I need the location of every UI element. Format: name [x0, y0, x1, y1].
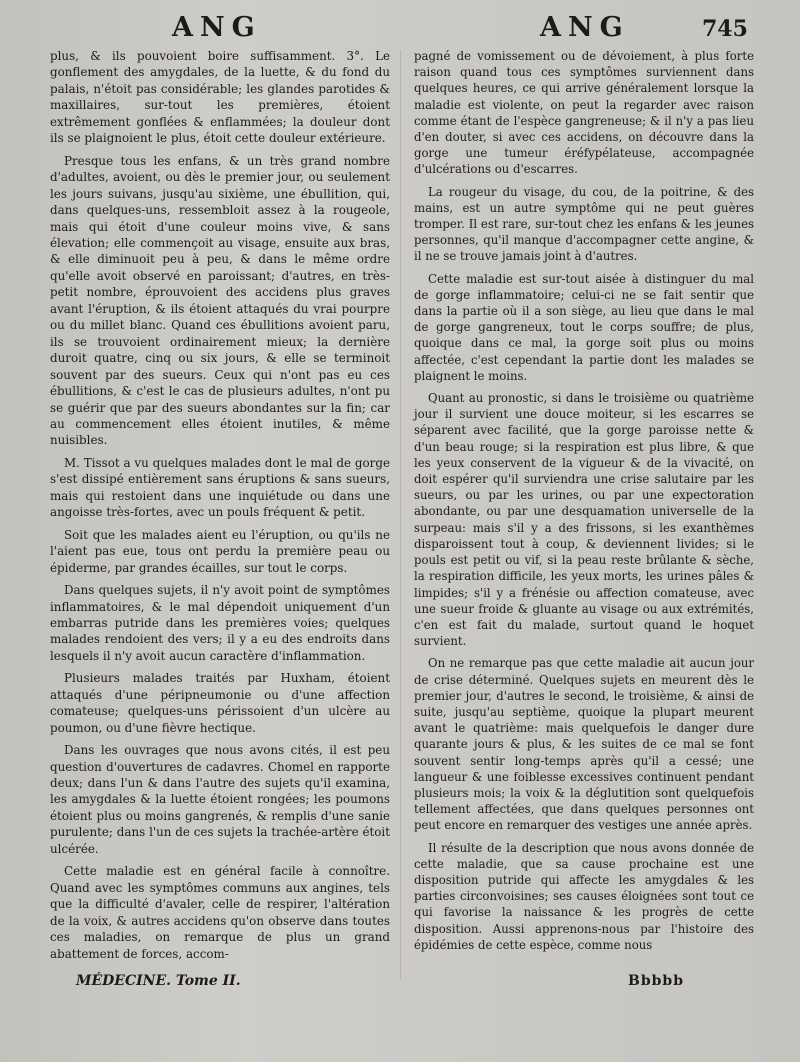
paragraph: On ne remarque pas que cette maladie ait aucun jour de crise déterminé. Quelques sujets en meurent dès le premier jour, d'autres le second, le troisième, & ainsi de suite, jusqu'au septième, quoique la plupart meurent avant le quatrième: mais quelquefois le danger dure quarante jours & plus, & les suites de ce mal se font souvent sentir long-temps après qu'il a cessé; une langueur & une foiblesse excessives continuent pendant plusieurs mois; la voix & la déglutition sont quelquefois tellement affectées, que dans quelques personnes ont peut encore en remarquer des vestiges une année après.	[414, 656, 754, 833]
paragraph: Dans quelques sujets, il n'y avoit point de symptômes inflammatoires, & le mal dépendoit uniquement d'un embarras putride dans les premières voies; quelques malades rendoient des vers; il y a eu des endroits dans lesquels il n'y avoit aucun caractère d'inflammation.	[50, 583, 390, 663]
paragraph: Dans les ouvrages que nous avons cités, il est peu question d'ouvertures de cadavres. Chomel en rapporte deux; dans l'un & dans l'autre des sujets qu'il examina, les amygdales & la luette étoient rongées; les poumons étoient plus ou moins gangrenés, & remplis d'une sanie purulente; dans l'un de ces sujets la trachée-artère étoit ulcérée.	[50, 743, 390, 856]
running-head-left: ANG	[172, 12, 262, 43]
column-divider	[400, 50, 401, 980]
paragraph: plus, & ils pouvoient boire suffisamment. 3°. Le gonflement des amygdales, de la luette, & du fond du palais, n'étoit pas considérable; les glandes parotides & maxillaires, sur-tout les premières, étoient extrêmement gonflées & enflammées; la douleur dont ils se plaignoient le plus, étoit cette douleur extérieure.	[50, 49, 390, 146]
left-column	[50, 48, 390, 968]
paragraph: Il résulte de la description que nous avons donnée de cette maladie, que sa cause prochaine est une disposition putride qui affecte les amygdales & les parties circonvoisines; ses causes éloignées sont tout ce qui favorise la naissance & les progrès de cette disposition. Aussi apprenons-nous par l'histoire des épidémies de cette espèce, comme nous	[414, 840, 754, 952]
paragraph: Presque tous les enfans, & un très grand nombre d'adultes, avoient, ou dès le premier jour, ou seulement les jours suivans, jusqu'au sixième, une ébullition, qui, dans quelques-uns, ressembloit assez à la rougeole, mais qui étoit d'une couleur moins vive, & sans élevation; elle commençoit au visage, ensuite aux bras, & elle diminuoit peu à peu, & dans le même ordre qu'elle avoit observé en paroissant; d'autres, en très-petit nombre, éprouvoient des accidens plus graves avant l'éruption, & ils étoient attaqués du vrai pourpre ou du millet blanc. Quand ces ébullitions avoient paru, ils se trouvoient ordinairement mieux; la dernière duroit quatre, cinq ou six jours, & elle se terminoit souvent par des sueurs. Ceux qui n'ont pas eu ces ébullitions, & c'est le cas de plusieurs adultes, n'ont pu se guérir que par des sueurs abondantes sur la fin; car au commencement elles étoient inutiles, & même nuisibles.	[50, 153, 390, 448]
paragraph: Plusieurs malades traités par Huxham, étoient attaqués d'une péripneumonie ou d'une affection comateuse; quelques-uns périssoient d'un ulcère au poumon, ou d'une fièvre hectique.	[50, 671, 390, 735]
signature-mark-right: Bbbbb	[628, 973, 684, 989]
running-head-right: ANG	[540, 12, 630, 43]
paragraph: La rougeur du visage, du cou, de la poitrine, & des mains, est un autre symptôme qui ne peut guères tromper. Il est rare, sur-tout chez les enfans & les jeunes personnes, qu'il manque d'accompagner cette angine, & il ne se trouve jamais joint à d'autres.	[414, 184, 754, 264]
signature-mark-left: MÉDECINE. Tome II.	[76, 973, 241, 989]
paragraph: M. Tissot a vu quelques malades dont le mal de gorge s'est dissipé entièrement sans éruptions & sans sueurs, mais qui restoient dans une inquiétude ou dans une angoisse très-fortes, avec un pouls fréquent & petit.	[50, 455, 390, 520]
paragraph: Soit que les malades aient eu l'éruption, ou qu'ils ne l'aient pas eue, tous ont perdu la première peau ou épiderme, par grandes écailles, sur tout le corps.	[50, 527, 390, 575]
paragraph: Cette maladie est sur-tout aisée à distinguer du mal de gorge inflammatoire; celui-ci ne se fait sentir que dans la partie où il a son siège, au lieu que dans le mal de gorge gangreneux, tout le corps souffre; de plus, quoique dans ce mal, la gorge soit plus ou moins affectée, c'est cependant la partie dont les malades se plaignent le moins.	[414, 271, 754, 383]
paragraph: pagné de vomissement ou de dévoiement, à plus forte raison quand tous ces symptômes surviennent dans quelques heures, ce qui arrive généralement lorsque la maladie est violente, on peut la regarder avec raison comme étant de l'espèce gangreneuse; & il n'y a pas lieu d'en douter, si avec ces accidens, on découvre dans la gorge une tumeur éréfypélateuse, accompagnée d'ulcérations ou d'escarres.	[414, 49, 754, 177]
paragraph: Cette maladie est en général facile à connoître. Quand avec les symptômes communs aux angines, tels que la difficulté d'avaler, celle de respirer, l'altération de la voix, & autres accidens qu'on observe dans toutes ces maladies, on remarque de plus un grand abattement de forces, accom-	[50, 864, 390, 961]
right-column	[414, 48, 754, 959]
paragraph: Quant au pronostic, si dans le troisième ou quatrième jour il survient une douce moiteur, si les escarres se séparent avec facilité, que la gorge paroisse nette & d'un beau rouge; si la respiration est plus libre, & que les yeux conservent de la vigueur & de la vivacité, on doit espérer qu'il surviendra une crise salutaire par les sueurs, ou par les urines, ou par une expectoration abondante, ou par une desquamation universelle de la surpeau: mais s'il y a des frissons, si les exanthèmes disparoissent tout à coup, & deviennent livides; si le pouls est petit ou vif, si la peau reste brûlante & sèche, la respiration difficile, les yeux morts, les urines pâles & limpides; s'il y a frénésie ou affection comateuse, avec une sueur froide & gluante au visage ou aux extrémités, c'en est fait du malade, surtout quand le hoquet survient.	[414, 391, 754, 649]
page-number: 745	[702, 16, 748, 42]
